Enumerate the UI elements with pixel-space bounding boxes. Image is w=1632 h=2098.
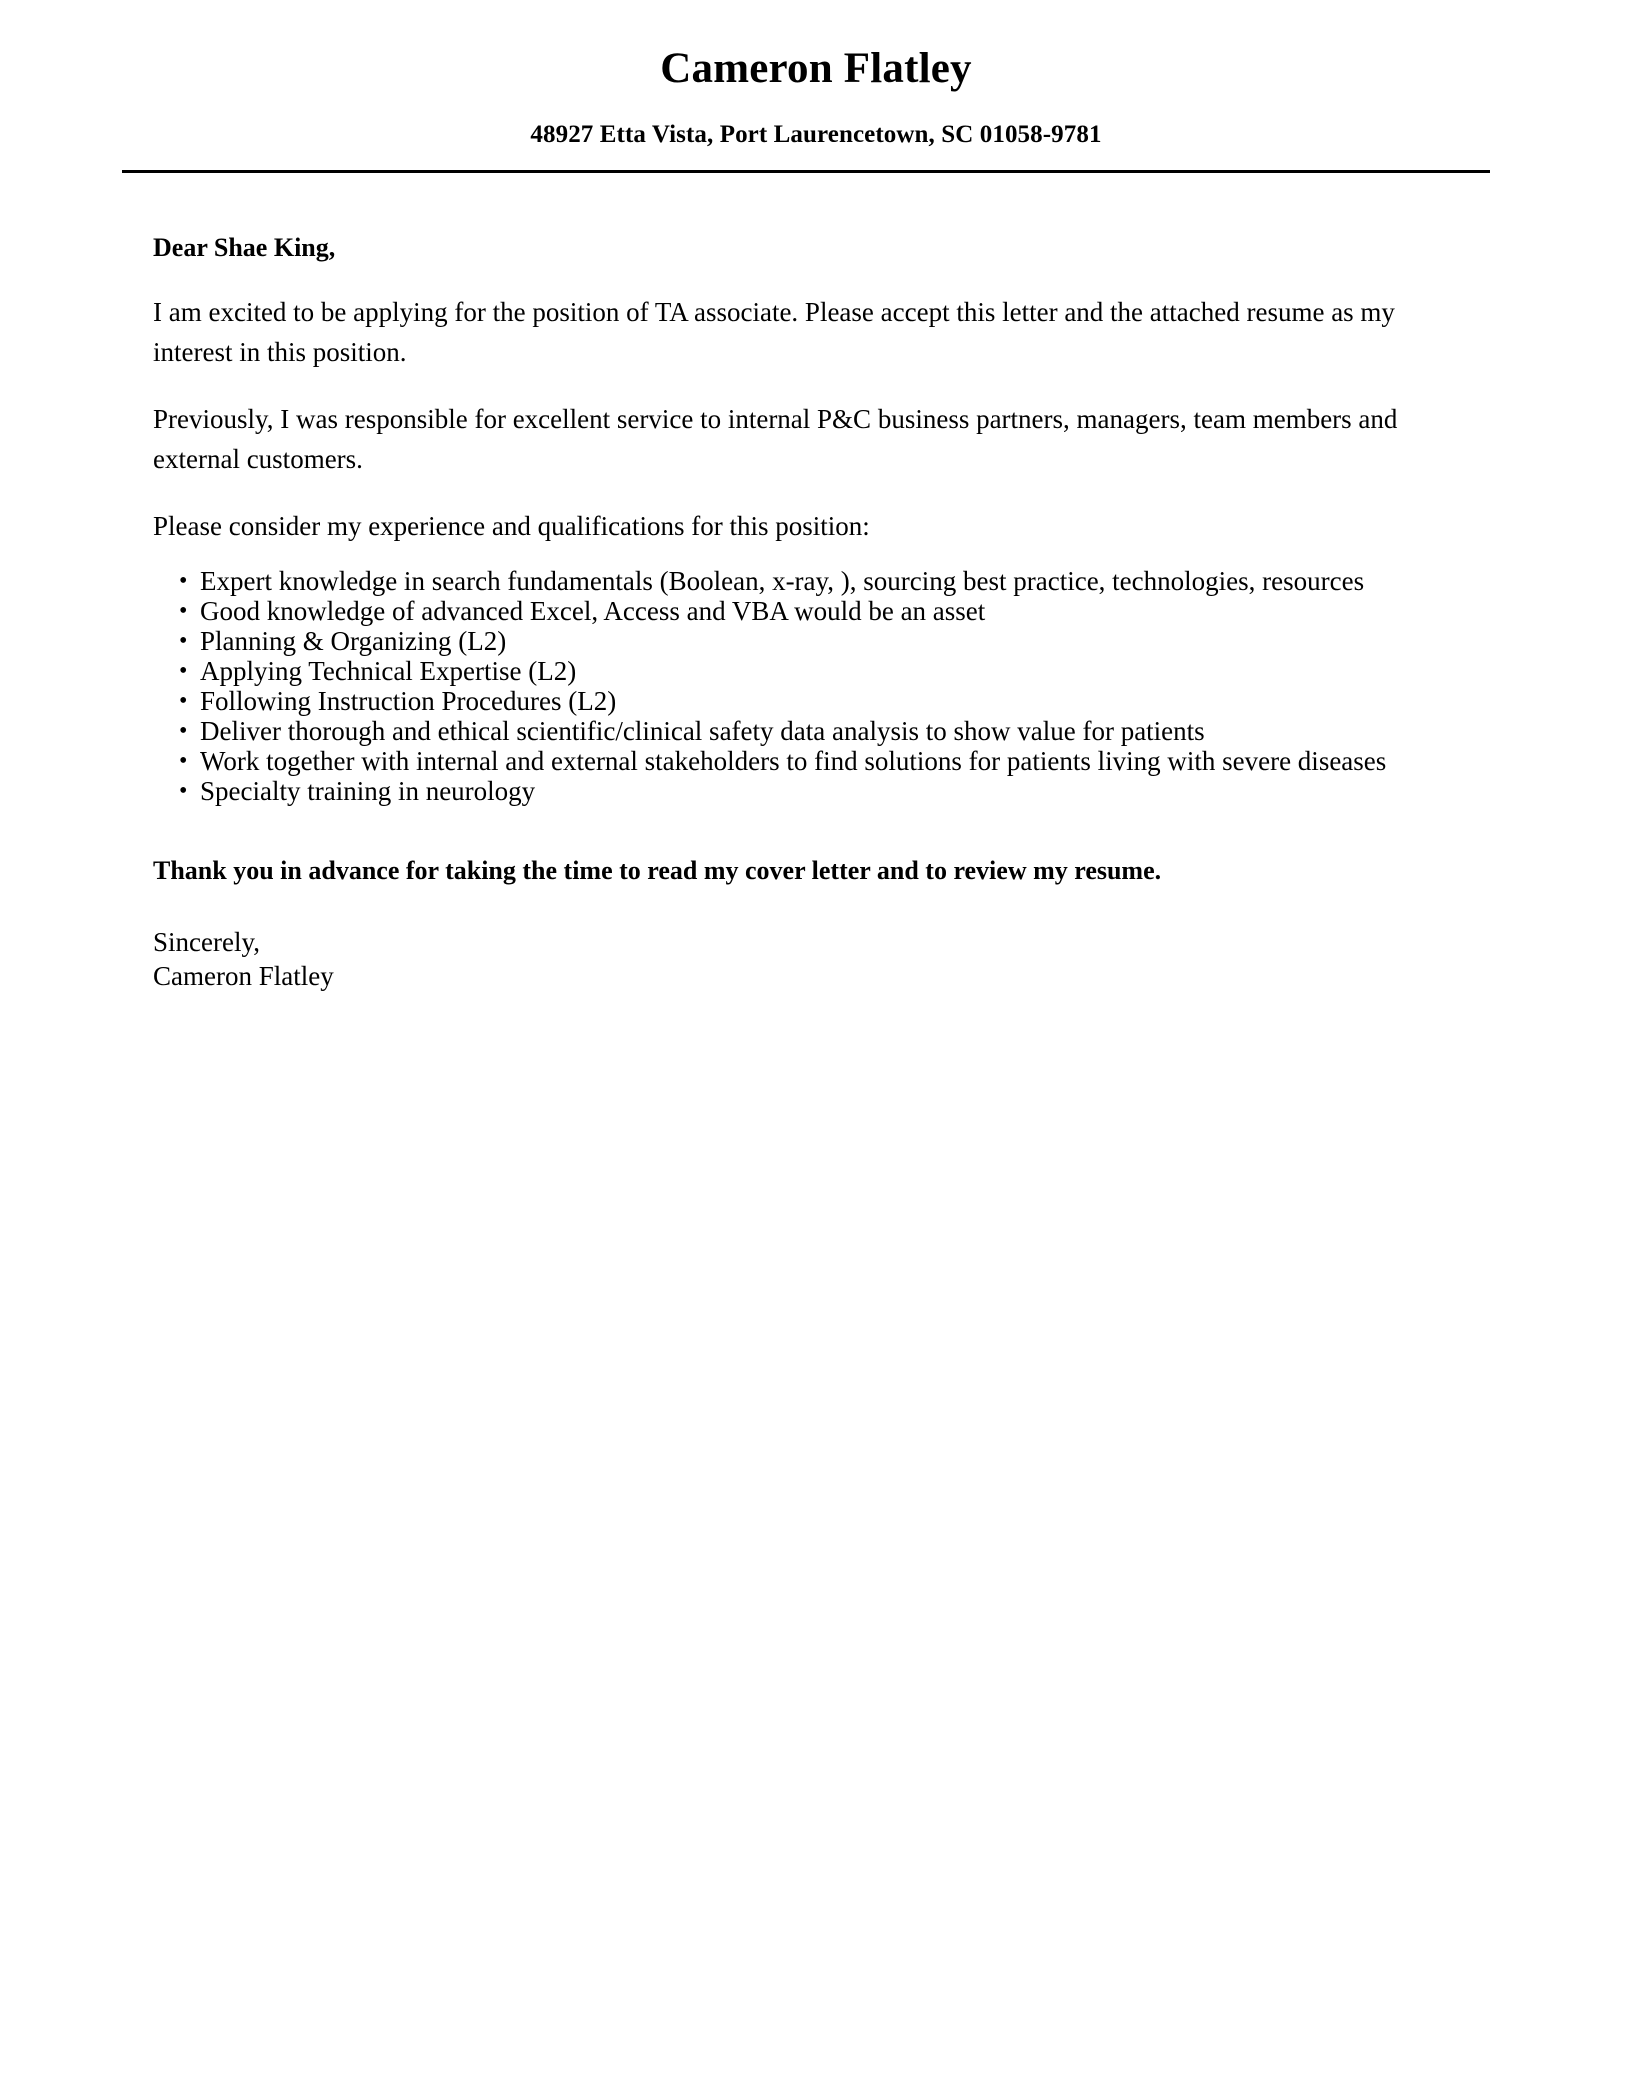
applicant-name: Cameron Flatley: [660, 45, 972, 92]
body-paragraph-2: Previously, I was responsible for excellent service to internal P&C business partners, managers, team members and external customers.: [153, 404, 1398, 475]
body-paragraph-1: I am excited to be applying for the position of TA associate. Please accept this letter and the attached resume as my interest in this position.: [153, 297, 1395, 368]
list-item: • Planning & Organizing (L2): [153, 626, 1480, 656]
list-item: • Applying Technical Expertise (L2): [153, 656, 1480, 686]
applicant-address: 48927 Etta Vista, Port Laurencetown, SC 01058-9781: [530, 121, 1102, 149]
closing-statement: Thank you in advance for taking the time to read my cover letter and to review my resume.: [153, 856, 1162, 886]
list-item: • Following Instruction Procedures (L2): [153, 686, 1480, 716]
signoff-valediction: Sincerely,: [153, 927, 260, 958]
salutation: Dear Shae King,: [153, 233, 336, 263]
letter-body: [0, 231, 1632, 993]
signoff-name: Cameron Flatley: [153, 961, 334, 992]
list-item: • Work together with internal and external stakeholders to find solutions for patients living with severe diseases: [153, 746, 1480, 776]
qualification-list: [153, 566, 1480, 806]
list-item: • Expert knowledge in search fundamentals (Boolean, x-ray, ), sourcing best practice, technologies, resources: [153, 566, 1480, 596]
signoff-block: [153, 925, 1480, 993]
list-item: • Good knowledge of advanced Excel, Access and VBA would be an asset: [153, 596, 1480, 626]
letterhead: [0, 0, 1632, 173]
body-paragraph-3: Please consider my experience and qualifications for this position:: [153, 511, 870, 542]
header-divider-rule: [122, 170, 1490, 173]
list-item: • Specialty training in neurology: [153, 776, 1480, 806]
list-item: • Deliver thorough and ethical scientific/clinical safety data analysis to show value for patients: [153, 716, 1480, 746]
